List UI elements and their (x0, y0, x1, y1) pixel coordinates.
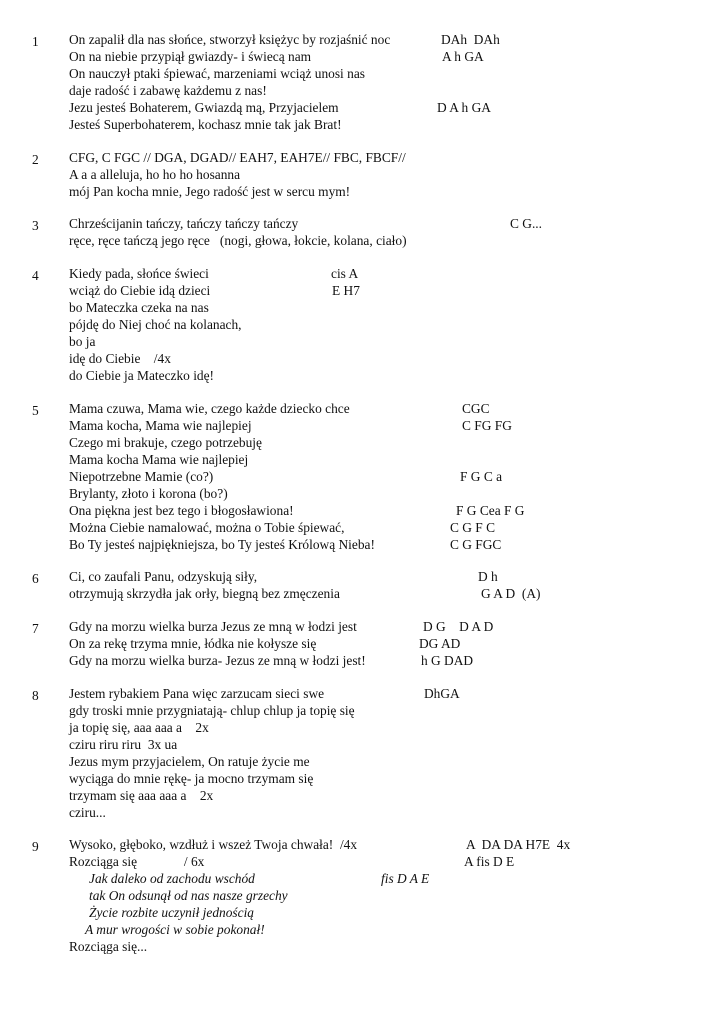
lyric-line: On zapalił dla nas słońce, stworzył księżyc by rozjaśnić noc (69, 32, 391, 47)
chord-annotation: G A D (A) (481, 586, 541, 601)
lyric-line: Jezu jesteś Bohaterem, Gwiazdą mą, Przyjacielem (69, 100, 339, 115)
song-number: 1 (32, 34, 39, 49)
song-4 (0, 265, 724, 388)
song-6 (0, 568, 724, 606)
lyric-line: idę do Ciebie /4x (69, 351, 171, 366)
chord-annotation: F G Cea F G (456, 503, 525, 518)
song-number: 7 (32, 621, 39, 636)
lyric-line: On nauczył ptaki śpiewać, marzeniami wciąż unosi nas (69, 66, 365, 81)
lyric-line: wyciąga do mnie rękę- ja mocno trzymam się (69, 771, 314, 786)
chord-annotation: C FG FG (462, 418, 512, 433)
lyric-line: wciąż do Ciebie idą dzieci (69, 283, 211, 298)
lyric-line: Bo Ty jesteś najpiękniejsza, bo Ty jesteś Królową Nieba! (69, 537, 375, 552)
lyric-line: CFG, C FGC // DGA, DGAD// EAH7, EAH7E// FBC, FBCF// (69, 150, 406, 165)
song-5 (0, 400, 724, 557)
lyric-line: Można Ciebie namalować, można o Tobie śpiewać, (69, 520, 345, 535)
song-3 (0, 215, 724, 253)
lyric-line: cziru... (69, 805, 106, 820)
lyric-line: tak On odsunął od nas nasze grzechy (89, 888, 288, 903)
song-2 (0, 149, 724, 204)
lyric-line: Życie rozbite uczynił jednością (89, 905, 254, 920)
chord-annotation: cis A (331, 266, 359, 281)
lyric-line: Kiedy pada, słońce świeci (69, 266, 209, 281)
song-1 (0, 31, 724, 137)
chord-annotation: A h GA (442, 49, 484, 64)
lyric-line: daje radość i zabawę każdemu z nas! (69, 83, 267, 98)
lyric-line: mój Pan kocha mnie, Jego radość jest w sercu mym! (69, 184, 351, 199)
lyric-line: Mama kocha Mama wie najlepiej (69, 452, 249, 467)
lyric-line: Jak daleko od zachodu wschód (89, 871, 255, 886)
chord-annotation: A fis D E (464, 854, 515, 869)
song-7 (0, 618, 724, 673)
lyric-line: Mama kocha, Mama wie najlepiej (69, 418, 252, 433)
chord-annotation: E H7 (332, 283, 360, 298)
lyric-line: Gdy na morzu wielka burza Jezus ze mną w łodzi jest (69, 619, 357, 634)
lyric-line: Wysoko, głęboko, wzdłuż i wszeż Twoja chwała! /4x (69, 837, 358, 852)
song-number: 2 (32, 152, 39, 167)
lyric-line: Gdy na morzu wielka burza- Jezus ze mną w łodzi jest! (69, 653, 366, 668)
lyric-line: Mama czuwa, Mama wie, czego każde dziecko chce (69, 401, 350, 416)
lyric-line: bo ja (69, 334, 96, 349)
song-8 (0, 685, 724, 825)
lyric-line: Rozciąga się... (69, 939, 148, 954)
lyric-line: pójdę do Niej choć na kolanach, (69, 317, 242, 332)
chord-annotation: D A h GA (437, 100, 491, 115)
chord-annotation: h G DAD (421, 653, 474, 668)
song-number: 6 (32, 571, 39, 586)
lyric-line: ręce, ręce tańczą jego ręce (nogi, głowa, łokcie, kolana, ciało) (69, 233, 407, 248)
lyric-line: do Ciebie ja Mateczko idę! (69, 368, 215, 383)
chord-annotation: DhGA (424, 686, 460, 701)
lyric-line: Czego mi brakuje, czego potrzebuję (69, 435, 262, 450)
song-number: 8 (32, 688, 39, 703)
chord-annotation: C G F C (450, 520, 496, 535)
song-9 (0, 836, 724, 959)
chord-annotation: CGC (462, 401, 490, 416)
lyric-line: Ci, co zaufali Panu, odzyskują siły, (69, 569, 258, 584)
lyric-line: Jezus mym przyjacielem, On ratuje życie me (69, 754, 310, 769)
chord-annotation: C G FGC (450, 537, 502, 552)
song-number: 3 (32, 218, 39, 233)
lyric-line: A mur wrogości w sobie pokonał! (85, 922, 265, 937)
song-number: 4 (32, 268, 39, 283)
lyric-line: cziru riru riru 3x ua (69, 737, 178, 752)
lyric-line: trzymam się aaa aaa a 2x (69, 788, 214, 803)
lyric-line: Brylanty, złoto i korona (bo?) (69, 486, 228, 501)
lyric-line: ja topię się, aaa aaa a 2x (69, 720, 209, 735)
lyric-line: On na niebie przypiął gwiazdy- i świecą nam (69, 49, 312, 64)
chord-annotation: DAh DAh (441, 32, 500, 47)
chord-annotation: D G D A D (423, 619, 494, 634)
lyric-line: On za rekę trzyma mnie, łódka nie kołysze się (69, 636, 317, 651)
chord-annotation: A DA DA H7E 4x (466, 837, 571, 852)
lyric-line: Chrześcijanin tańczy, tańczy tańczy tańczy (69, 216, 299, 231)
song-number: 9 (32, 839, 39, 854)
song-number: 5 (32, 403, 39, 418)
lyric-line: otrzymują skrzydła jak orły, biegną bez zmęczenia (69, 586, 340, 601)
lyric-line: bo Mateczka czeka na nas (69, 300, 209, 315)
lyric-line: Ona piękna jest bez tego i błogosławiona! (69, 503, 294, 518)
chord-annotation: D h (478, 569, 498, 584)
lyric-line: A a a alleluja, ho ho ho hosanna (69, 167, 241, 182)
chord-annotation: F G C a (460, 469, 503, 484)
lyric-line: Rozciąga się / 6x (69, 854, 205, 869)
lyric-line: Niepotrzebne Mamie (co?) (69, 469, 214, 484)
lyric-line: Jesteś Superbohaterem, kochasz mnie tak jak Brat! (69, 117, 342, 132)
chord-annotation: fis D A E (381, 871, 430, 886)
lyric-line: Jestem rybakiem Pana więc zarzucam sieci swe (69, 686, 325, 701)
chord-annotation: C G... (510, 216, 542, 231)
lyric-line: gdy troski mnie przygniatają- chlup chlup ja topię się (69, 703, 355, 718)
chord-annotation: DG AD (419, 636, 461, 651)
